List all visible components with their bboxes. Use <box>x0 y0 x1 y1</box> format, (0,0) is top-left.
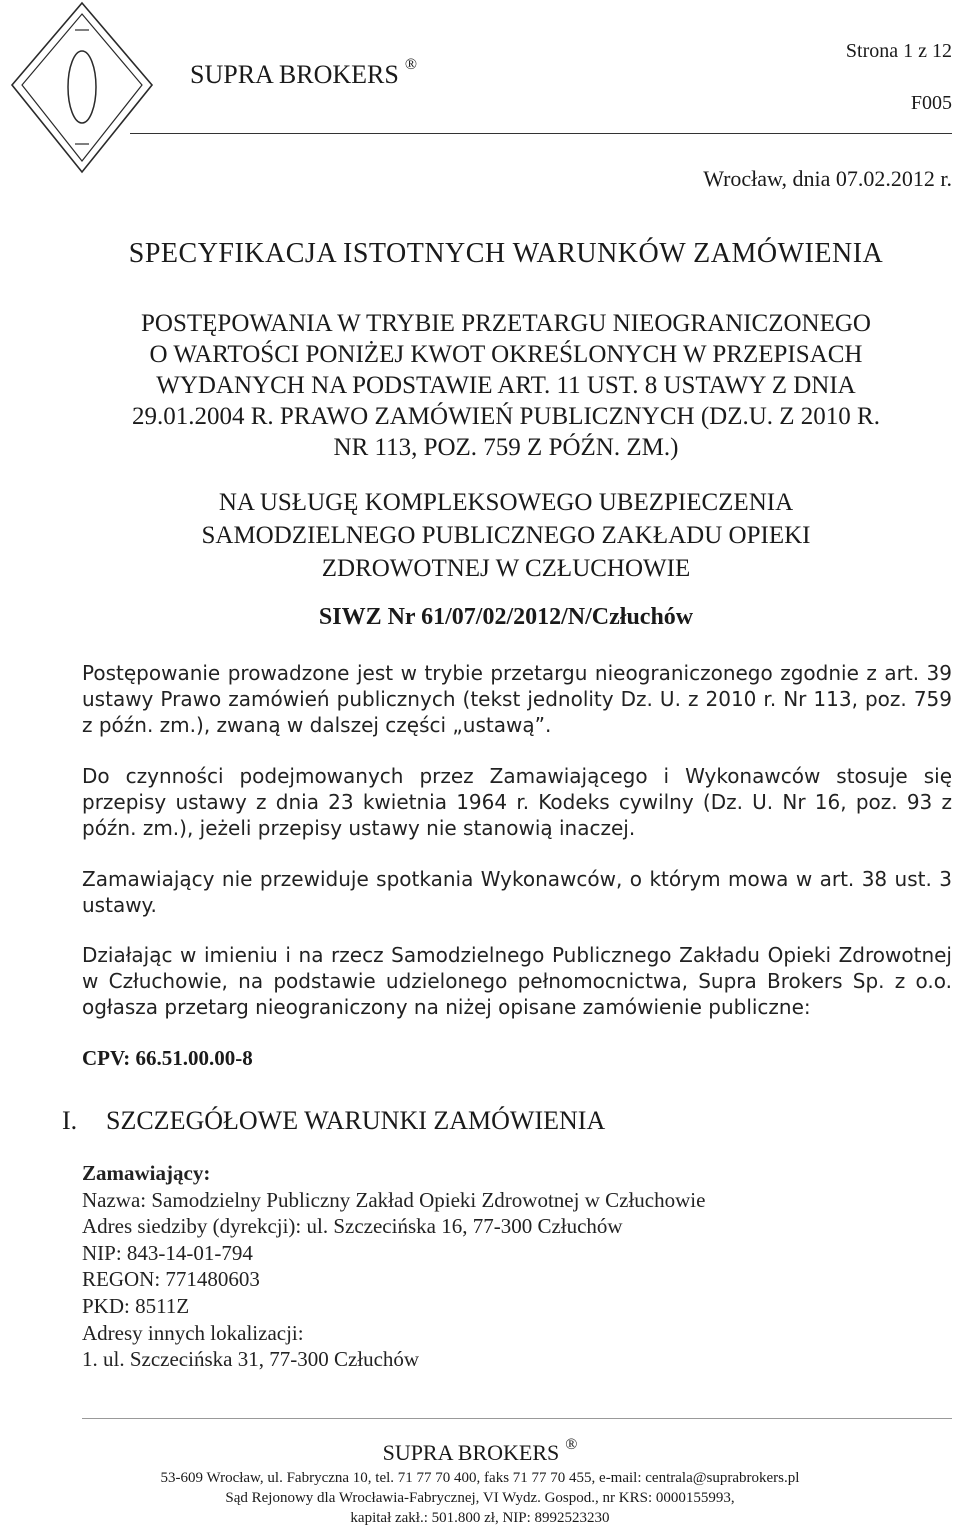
buyer-nip: NIP: 843-14-01-794 <box>82 1240 253 1265</box>
footer-divider <box>82 1418 952 1419</box>
procedure-line: POSTĘPOWANIA W TRYBIE PRZETARGU NIEOGRANICZONEGO <box>141 310 871 337</box>
form-code: F005 <box>910 92 952 114</box>
section-title: SZCZEGÓŁOWE WARUNKI ZAMÓWIENIA <box>106 1106 606 1135</box>
footer-court-registry: Sąd Rejonowy dla Wrocławia-Fabrycznej, VI Wydz. Gospod., nr KRS: 0000155993, <box>225 1490 735 1506</box>
siwz-number: SIWZ Nr 61/07/02/2012/N/Człuchów <box>318 604 694 630</box>
footer-contact: 53-609 Wrocław, ul. Fabryczna 10, tel. 71 77 70 400, faks 71 77 70 455, e-mail: centrala@suprabrokers.pl <box>160 1470 800 1486</box>
cpv-code: CPV: 66.51.00.00-8 <box>82 1046 253 1070</box>
buyer-details <box>82 1160 705 1373</box>
subject-line: SAMODZIELNEGO PUBLICZNEGO ZAKŁADU OPIEKI <box>201 522 811 549</box>
paragraph-procedure-basis: Postępowanie prowadzone jest w trybie przetargu nieograniczonego zgodnie z art. 39 ustawy Prawo zamówień publicznych (tekst jednolity Dz. U. z 2010 r. Nr 113, poz. 759 z późn. zm.), zwaną w dalszej części „ustawą”. <box>82 661 952 737</box>
subject-line: ZDROWOTNEJ W CZŁUCHOWIE <box>321 555 691 582</box>
buyer-regon: REGON: 771480603 <box>82 1267 260 1292</box>
paragraph-civil-code: Do czynności podejmowanych przez Zamawiającego i Wykonawców stosuje się przepisy ustawy z dnia 23 kwietnia 1964 r. Kodeks cywilny (Dz. U. Nr 16, poz. 93 z późn. zm.), jeżeli przepisy ustawy nie stanowią inaczej. <box>82 764 952 840</box>
document-title: SPECYFIKACJA ISTOTNYCH WARUNKÓW ZAMÓWIENIA <box>128 238 884 269</box>
registered-mark: ® <box>404 56 417 73</box>
header-divider <box>130 133 952 134</box>
other-locations-label: Adresy innych lokalizacji: <box>82 1320 304 1345</box>
section-number: I. <box>62 1106 78 1135</box>
order-subject <box>60 486 952 585</box>
footer-brand: SUPRA BROKERS ® <box>382 1436 578 1465</box>
procedure-line: 29.01.2004 R. PRAWO ZAMÓWIEŃ PUBLICZNYCH (DZ.U. Z 2010 R. <box>132 403 880 430</box>
paragraph-mandate: Działając w imieniu i na rzecz Samodzielnego Publicznego Zakładu Opieki Zdrowotnej w Człuchowie, na podstawie udzielonego pełnomocnictwa, Supra Brokers Sp. z o.o. ogłasza przetarg nieograniczony na niżej opisane zamówienie publiczne: <box>82 943 952 1019</box>
procedure-line: NR 113, POZ. 759 Z PÓŹN. ZM.) <box>333 434 679 461</box>
paragraph-no-meeting: Zamawiający nie przewiduje spotkania Wykonawców, o którym mowa w art. 38 ust. 3 ustawy. <box>82 867 952 917</box>
registered-mark: ® <box>565 1436 578 1453</box>
header-brand: SUPRA BROKERS ® <box>190 56 417 89</box>
document-date: Wrocław, dnia 07.02.2012 r. <box>703 166 952 191</box>
buyer-pkd: PKD: 8511Z <box>82 1293 190 1318</box>
other-location-item: 1. ul. Szczecińska 31, 77-300 Człuchów <box>82 1347 420 1372</box>
section-heading <box>62 1106 605 1136</box>
supra-brokers-logo <box>4 0 154 175</box>
footer-capital: kapitał zakł.: 501.800 zł, NIP: 8992523230 <box>350 1510 610 1526</box>
buyer-name: Nazwa: Samodzielny Publiczny Zakład Opieki Zdrowotnej w Człuchowie <box>82 1187 706 1212</box>
subject-line: NA USŁUGĘ KOMPLEKSOWEGO UBEZPIECZENIA <box>218 489 794 516</box>
buyer-label: Zamawiający: <box>82 1161 211 1185</box>
buyer-address: Adres siedziby (dyrekcji): ul. Szczecińska 16, 77-300 Człuchów <box>82 1214 623 1239</box>
procedure-line: WYDANYCH NA PODSTAWIE ART. 11 UST. 8 USTAWY Z DNIA <box>156 372 856 399</box>
procedure-line: O WARTOŚCI PONIŻEJ KWOT OKREŚLONYCH W PRZEPISACH <box>149 341 863 368</box>
page-number: Strona 1 z 12 <box>845 40 952 62</box>
procedure-description <box>60 308 952 463</box>
